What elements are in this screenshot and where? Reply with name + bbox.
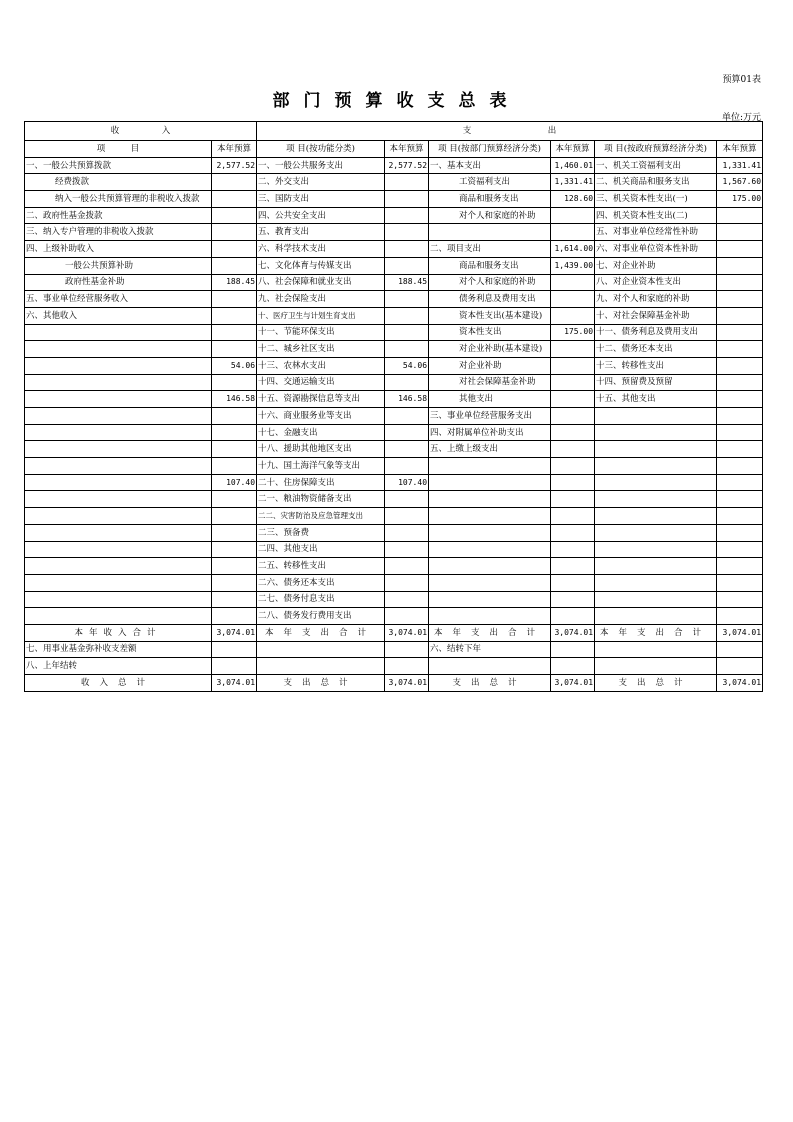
budget-value-cell: 1,567.60 <box>717 174 763 191</box>
table-row <box>25 324 763 341</box>
budget-value-cell <box>717 324 763 341</box>
item-cell: 五、事业单位经营服务收入 <box>25 291 212 308</box>
budget-value-cell: 107.40 <box>385 474 429 491</box>
expense-grand-value: 3,074.01 <box>385 675 429 692</box>
item-cell: 五、教育支出 <box>257 224 385 241</box>
budget-value-cell <box>717 224 763 241</box>
item-cell: 三、国防支出 <box>257 191 385 208</box>
budget-value-cell <box>717 341 763 358</box>
budget-value-cell <box>385 441 429 458</box>
budget-value-cell <box>212 574 257 591</box>
item-cell: 经费拨款 <box>25 174 212 191</box>
item-cell <box>25 324 212 341</box>
item-cell: 十二、债务还本支出 <box>595 341 717 358</box>
item-cell: 一、机关工资福利支出 <box>595 157 717 174</box>
item-cell <box>25 424 212 441</box>
table-row <box>25 157 763 174</box>
table-row <box>25 591 763 608</box>
budget-value-cell <box>385 491 429 508</box>
budget-value-cell: 188.45 <box>212 274 257 291</box>
item-cell <box>429 558 551 575</box>
budget-value-cell <box>212 591 257 608</box>
budget-header: 本年预算 <box>551 141 595 158</box>
budget-value-cell <box>212 408 257 425</box>
budget-value-cell <box>385 458 429 475</box>
budget-value-cell <box>717 257 763 274</box>
budget-value-cell <box>385 191 429 208</box>
item-cell <box>595 574 717 591</box>
budget-value-cell <box>385 508 429 525</box>
table-row <box>25 491 763 508</box>
item-cell <box>429 458 551 475</box>
budget-value-cell <box>717 241 763 258</box>
item-cell: 十四、交通运输支出 <box>257 374 385 391</box>
budget-table <box>24 121 763 692</box>
table-row <box>25 257 763 274</box>
table-row <box>25 424 763 441</box>
budget-value-cell <box>551 224 595 241</box>
budget-value-cell <box>212 424 257 441</box>
gov-item-header: 项 目(按政府预算经济分类) <box>595 141 717 158</box>
budget-value-cell <box>212 257 257 274</box>
budget-value-cell <box>551 474 595 491</box>
item-cell <box>595 408 717 425</box>
fund-balance-row <box>25 641 763 658</box>
item-cell <box>25 541 212 558</box>
budget-value-cell: 1,331.41 <box>717 157 763 174</box>
budget-value-cell <box>551 491 595 508</box>
item-cell: 十七、金融支出 <box>257 424 385 441</box>
item-cell <box>595 508 717 525</box>
item-cell: 十五、其他支出 <box>595 391 717 408</box>
item-cell: 资本性支出(基本建设) <box>429 307 551 324</box>
item-cell: 二五、转移性支出 <box>257 558 385 575</box>
table-row <box>25 474 763 491</box>
item-cell: 十一、节能环保支出 <box>257 324 385 341</box>
item-cell <box>25 458 212 475</box>
budget-value-cell <box>385 224 429 241</box>
item-cell <box>25 441 212 458</box>
item-cell: 三、事业单位经营服务支出 <box>429 408 551 425</box>
item-cell: 对个人和家庭的补助 <box>429 207 551 224</box>
table-row <box>25 524 763 541</box>
item-cell: 对企业补助(基本建设) <box>429 341 551 358</box>
budget-value-cell <box>212 558 257 575</box>
item-cell: 四、上级补助收入 <box>25 241 212 258</box>
item-cell <box>429 541 551 558</box>
budget-value-cell <box>551 574 595 591</box>
budget-value-cell: 188.45 <box>385 274 429 291</box>
budget-value-cell <box>385 524 429 541</box>
budget-value-cell <box>551 458 595 475</box>
budget-value-cell <box>212 441 257 458</box>
budget-value-cell <box>551 374 595 391</box>
budget-value-cell: 107.40 <box>212 474 257 491</box>
item-cell <box>595 608 717 625</box>
budget-value-cell: 1,331.41 <box>551 174 595 191</box>
item-cell: 十、医疗卫生与计划生育支出 <box>257 307 385 324</box>
form-number: 预算01表 <box>722 75 761 85</box>
item-cell <box>595 424 717 441</box>
item-cell: 政府性基金补助 <box>25 274 212 291</box>
budget-value-cell <box>551 508 595 525</box>
budget-value-cell <box>212 608 257 625</box>
budget-value-cell <box>551 541 595 558</box>
budget-value-cell <box>212 524 257 541</box>
item-cell: 五、对事业单位经常性补助 <box>595 224 717 241</box>
item-cell: 十三、转移性支出 <box>595 357 717 374</box>
budget-value-cell <box>212 241 257 258</box>
budget-value-cell: 128.60 <box>551 191 595 208</box>
budget-value-cell <box>551 441 595 458</box>
budget-value-cell <box>551 558 595 575</box>
item-cell: 三、机关资本性支出(一) <box>595 191 717 208</box>
budget-value-cell <box>551 524 595 541</box>
item-cell <box>595 474 717 491</box>
item-cell: 八、社会保障和就业支出 <box>257 274 385 291</box>
income-header: 收 入 <box>25 122 257 141</box>
item-cell: 二三、预备费 <box>257 524 385 541</box>
item-cell: 五、上缴上级支出 <box>429 441 551 458</box>
budget-value-cell <box>212 541 257 558</box>
item-cell: 其他支出 <box>429 391 551 408</box>
budget-value-cell <box>717 274 763 291</box>
item-cell <box>25 374 212 391</box>
budget-value-cell: 1,460.01 <box>551 157 595 174</box>
income-total-value: 3,074.01 <box>212 624 257 641</box>
table-row <box>25 574 763 591</box>
budget-value-cell <box>212 458 257 475</box>
item-cell: 二四、其他支出 <box>257 541 385 558</box>
item-cell: 二二、灾害防治及应急管理支出 <box>257 508 385 525</box>
item-cell: 三、纳入专户管理的非税收入拨款 <box>25 224 212 241</box>
budget-value-cell <box>717 307 763 324</box>
budget-value-cell <box>385 408 429 425</box>
item-cell: 二、机关商品和服务支出 <box>595 174 717 191</box>
budget-header: 本年预算 <box>385 141 429 158</box>
item-cell: 一、基本支出 <box>429 157 551 174</box>
item-cell: 六、科学技术支出 <box>257 241 385 258</box>
budget-value-cell <box>551 207 595 224</box>
item-cell <box>25 491 212 508</box>
budget-value-cell <box>212 224 257 241</box>
table-row <box>25 408 763 425</box>
budget-value-cell: 1,439.00 <box>551 257 595 274</box>
table-row <box>25 357 763 374</box>
budget-value-cell <box>717 574 763 591</box>
item-cell <box>25 474 212 491</box>
item-cell: 二八、债务发行费用支出 <box>257 608 385 625</box>
budget-value-cell <box>717 441 763 458</box>
carry-forward-out-label: 六、结转下年 <box>429 641 551 658</box>
table-row <box>25 291 763 308</box>
budget-value-cell <box>385 241 429 258</box>
budget-header: 本年预算 <box>212 141 257 158</box>
item-cell <box>429 608 551 625</box>
table-row <box>25 241 763 258</box>
item-cell: 商品和服务支出 <box>429 257 551 274</box>
budget-value-cell <box>385 424 429 441</box>
table-row <box>25 441 763 458</box>
budget-value-cell <box>551 424 595 441</box>
income-grand-value: 3,074.01 <box>212 675 257 692</box>
table-row <box>25 508 763 525</box>
item-cell: 九、社会保险支出 <box>257 291 385 308</box>
budget-value-cell <box>385 341 429 358</box>
budget-value-cell <box>717 508 763 525</box>
item-cell: 十九、国土海洋气象等支出 <box>257 458 385 475</box>
carry-forward-in-label: 八、上年结转 <box>25 658 212 675</box>
budget-value-cell: 54.06 <box>385 357 429 374</box>
func-item-header: 项 目(按功能分类) <box>257 141 385 158</box>
item-cell <box>25 608 212 625</box>
budget-header: 本年预算 <box>717 141 763 158</box>
item-cell <box>25 408 212 425</box>
budget-value-cell <box>385 174 429 191</box>
expense-grand-value: 3,074.01 <box>551 675 595 692</box>
item-cell <box>595 458 717 475</box>
table-row <box>25 191 763 208</box>
item-cell <box>595 491 717 508</box>
item-cell: 十四、预留费及预留 <box>595 374 717 391</box>
income-grand-label: 收入总计 <box>25 675 212 692</box>
page-title: 部门预算收支总表 <box>272 91 521 111</box>
budget-value-cell <box>385 307 429 324</box>
budget-value-cell: 146.58 <box>385 391 429 408</box>
table-row <box>25 307 763 324</box>
item-cell: 一、一般公共服务支出 <box>257 157 385 174</box>
item-cell: 二七、债务付息支出 <box>257 591 385 608</box>
budget-value-cell <box>385 608 429 625</box>
item-cell: 十八、援助其他地区支出 <box>257 441 385 458</box>
item-cell <box>25 524 212 541</box>
budget-value-cell: 1,614.00 <box>551 241 595 258</box>
table-row <box>25 608 763 625</box>
budget-value-cell <box>212 324 257 341</box>
dept-item-header: 项 目(按部门预算经济分类) <box>429 141 551 158</box>
item-cell <box>429 224 551 241</box>
item-cell: 六、其他收入 <box>25 307 212 324</box>
item-cell: 七、对企业补助 <box>595 257 717 274</box>
budget-value-cell <box>212 341 257 358</box>
item-cell <box>595 591 717 608</box>
item-cell: 二、政府性基金拨款 <box>25 207 212 224</box>
header-row-1 <box>25 122 763 141</box>
budget-value-cell <box>717 357 763 374</box>
expense-total-value: 3,074.01 <box>385 624 429 641</box>
budget-value-cell <box>551 307 595 324</box>
item-cell <box>429 491 551 508</box>
budget-value-cell <box>717 491 763 508</box>
budget-value-cell <box>717 291 763 308</box>
budget-value-cell <box>212 307 257 324</box>
budget-value-cell <box>385 324 429 341</box>
item-cell: 六、对事业单位资本性补助 <box>595 241 717 258</box>
item-cell <box>25 357 212 374</box>
item-cell <box>429 524 551 541</box>
table-row <box>25 458 763 475</box>
budget-value-cell <box>385 591 429 608</box>
item-cell <box>25 574 212 591</box>
table-row <box>25 341 763 358</box>
item-cell: 四、公共安全支出 <box>257 207 385 224</box>
item-cell: 十六、商业服务业等支出 <box>257 408 385 425</box>
budget-value-cell <box>717 558 763 575</box>
item-cell: 十一、债务利息及费用支出 <box>595 324 717 341</box>
item-cell: 二十、住房保障支出 <box>257 474 385 491</box>
budget-value-cell <box>385 207 429 224</box>
item-cell <box>595 541 717 558</box>
budget-value-cell <box>551 608 595 625</box>
unit-label: 单位:万元 <box>721 113 761 123</box>
table-row <box>25 174 763 191</box>
budget-value-cell: 2,577.52 <box>212 157 257 174</box>
table-row <box>25 558 763 575</box>
table-row <box>25 541 763 558</box>
item-cell <box>595 524 717 541</box>
item-cell: 十、对社会保障基金补助 <box>595 307 717 324</box>
expense-grand-label: 支出总计 <box>257 675 385 692</box>
carry-forward-row <box>25 658 763 675</box>
item-cell <box>25 591 212 608</box>
item-cell <box>429 591 551 608</box>
item-cell: 八、对企业资本性支出 <box>595 274 717 291</box>
item-cell: 十二、城乡社区支出 <box>257 341 385 358</box>
budget-value-cell <box>385 558 429 575</box>
budget-value-cell: 175.00 <box>717 191 763 208</box>
table-row <box>25 374 763 391</box>
header-row-2 <box>25 141 763 158</box>
budget-value-cell <box>551 357 595 374</box>
item-cell: 一、一般公共预算拨款 <box>25 157 212 174</box>
budget-value-cell <box>717 608 763 625</box>
item-cell: 资本性支出 <box>429 324 551 341</box>
budget-value-cell <box>385 291 429 308</box>
item-cell <box>25 391 212 408</box>
budget-value-cell: 146.58 <box>212 391 257 408</box>
budget-value-cell <box>212 207 257 224</box>
budget-value-cell <box>717 424 763 441</box>
item-cell <box>429 574 551 591</box>
item-cell: 对企业补助 <box>429 357 551 374</box>
table-row <box>25 274 763 291</box>
expense-total-value: 3,074.01 <box>717 624 763 641</box>
budget-value-cell <box>551 391 595 408</box>
budget-value-cell <box>551 591 595 608</box>
item-header: 项 目 <box>25 141 212 158</box>
total-row <box>25 624 763 641</box>
budget-value-cell <box>212 374 257 391</box>
expense-total-label: 本年支出合计 <box>595 624 717 641</box>
budget-value-cell <box>385 541 429 558</box>
item-cell <box>595 558 717 575</box>
item-cell <box>429 474 551 491</box>
income-total-label: 本年收入合计 <box>25 624 212 641</box>
expense-grand-value: 3,074.01 <box>717 675 763 692</box>
budget-value-cell <box>717 458 763 475</box>
item-cell: 对个人和家庭的补助 <box>429 274 551 291</box>
fund-balance-label: 七、用事业基金弥补收支差额 <box>25 641 212 658</box>
item-cell: 二、项目支出 <box>429 241 551 258</box>
budget-value-cell: 2,577.52 <box>385 157 429 174</box>
budget-value-cell <box>212 508 257 525</box>
item-cell: 一般公共预算补助 <box>25 257 212 274</box>
budget-value-cell <box>717 524 763 541</box>
budget-value-cell <box>551 408 595 425</box>
budget-value-cell <box>212 191 257 208</box>
expense-total-label: 本年支出合计 <box>257 624 385 641</box>
item-cell <box>25 558 212 575</box>
budget-value-cell <box>717 541 763 558</box>
item-cell: 十五、资源勘探信息等支出 <box>257 391 385 408</box>
item-cell: 债务利息及费用支出 <box>429 291 551 308</box>
budget-value-cell <box>717 591 763 608</box>
item-cell: 四、机关资本性支出(二) <box>595 207 717 224</box>
budget-value-cell <box>551 291 595 308</box>
expense-header: 支 出 <box>257 122 763 141</box>
table-row <box>25 207 763 224</box>
budget-value-cell <box>551 274 595 291</box>
item-cell: 纳入一般公共预算管理的非税收入拨款 <box>25 191 212 208</box>
budget-value-cell: 175.00 <box>551 324 595 341</box>
table-row <box>25 224 763 241</box>
budget-value-cell <box>385 257 429 274</box>
budget-value-cell <box>385 574 429 591</box>
budget-value-cell <box>212 291 257 308</box>
item-cell <box>429 508 551 525</box>
grand-total-row <box>25 675 763 692</box>
item-cell: 商品和服务支出 <box>429 191 551 208</box>
item-cell <box>25 341 212 358</box>
budget-value-cell <box>551 341 595 358</box>
budget-value-cell <box>385 374 429 391</box>
budget-value-cell <box>212 174 257 191</box>
budget-value-cell <box>717 408 763 425</box>
item-cell: 四、对附属单位补助支出 <box>429 424 551 441</box>
item-cell: 工资福利支出 <box>429 174 551 191</box>
item-cell: 十三、农林水支出 <box>257 357 385 374</box>
item-cell: 对社会保障基金补助 <box>429 374 551 391</box>
expense-grand-label: 支出总计 <box>429 675 551 692</box>
item-cell <box>25 508 212 525</box>
budget-value-cell <box>717 474 763 491</box>
item-cell <box>595 441 717 458</box>
expense-grand-label: 支出总计 <box>595 675 717 692</box>
budget-value-cell <box>717 374 763 391</box>
expense-total-value: 3,074.01 <box>551 624 595 641</box>
item-cell: 二、外交支出 <box>257 174 385 191</box>
item-cell: 九、对个人和家庭的补助 <box>595 291 717 308</box>
budget-value-cell <box>717 207 763 224</box>
expense-total-label: 本年支出合计 <box>429 624 551 641</box>
item-cell: 二六、债务还本支出 <box>257 574 385 591</box>
item-cell: 二一、粮油物资储备支出 <box>257 491 385 508</box>
budget-value-cell <box>717 391 763 408</box>
budget-value-cell: 54.06 <box>212 357 257 374</box>
table-row <box>25 391 763 408</box>
item-cell: 七、文化体育与传媒支出 <box>257 257 385 274</box>
budget-value-cell <box>212 491 257 508</box>
